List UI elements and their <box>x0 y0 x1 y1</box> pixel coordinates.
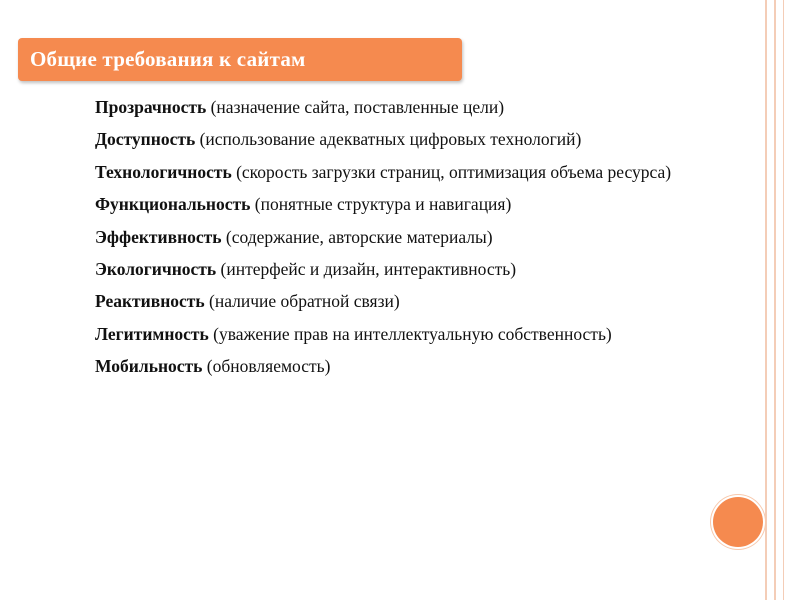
list-item-text <box>56 129 746 149</box>
decorative-border-line <box>783 0 784 600</box>
item-term: Экологичность <box>95 258 217 279</box>
title-banner <box>18 38 462 81</box>
item-detail: (назначение сайта, поставленные цели) <box>206 97 505 117</box>
item-detail: (содержание, авторские материалы) <box>221 226 493 247</box>
item-detail: (понятные структура и навигация) <box>250 194 512 215</box>
item-term: Технологичность <box>95 161 232 182</box>
item-term: Функциональность <box>95 194 251 215</box>
item-term: Доступность <box>95 129 196 150</box>
item-term: Реактивность <box>95 291 205 312</box>
list-item <box>56 227 746 247</box>
item-detail: (наличие обратной связи) <box>204 291 400 312</box>
list-item-text <box>56 227 746 247</box>
item-term: Прозрачность <box>95 97 207 117</box>
item-term: Эффективность <box>95 226 222 247</box>
list-item-text <box>56 162 716 182</box>
item-detail: (обновляемость) <box>202 356 331 377</box>
list-item-text <box>56 324 746 344</box>
list-item <box>56 324 746 344</box>
decorative-border-line <box>765 0 767 600</box>
slide-title: Общие требования к сайтам <box>30 47 306 71</box>
item-detail: (интерфейс и дизайн, интерактивность) <box>216 258 517 279</box>
list-item-text <box>56 291 746 311</box>
requirements-list <box>56 97 746 389</box>
list-item-text <box>56 259 746 279</box>
list-item <box>56 194 746 214</box>
list-item-text <box>56 356 746 376</box>
item-detail: (использование адекватных цифровых технологий) <box>195 129 582 150</box>
list-item-text <box>56 194 746 214</box>
list-item <box>56 162 716 182</box>
item-detail: (уважение прав на интеллектуальную собственность) <box>208 323 612 344</box>
item-term: Мобильность <box>95 356 203 377</box>
decorative-circle <box>713 497 763 547</box>
list-item <box>56 129 746 149</box>
decorative-border-line <box>774 0 776 600</box>
item-term: Легитимность <box>95 323 209 344</box>
list-item <box>56 259 746 279</box>
list-item <box>56 356 746 376</box>
item-detail: (скорость загрузки страниц, оптимизация объема ресурса) <box>231 161 672 182</box>
list-item-text <box>56 97 746 117</box>
list-item <box>56 97 746 117</box>
list-item <box>56 291 746 311</box>
